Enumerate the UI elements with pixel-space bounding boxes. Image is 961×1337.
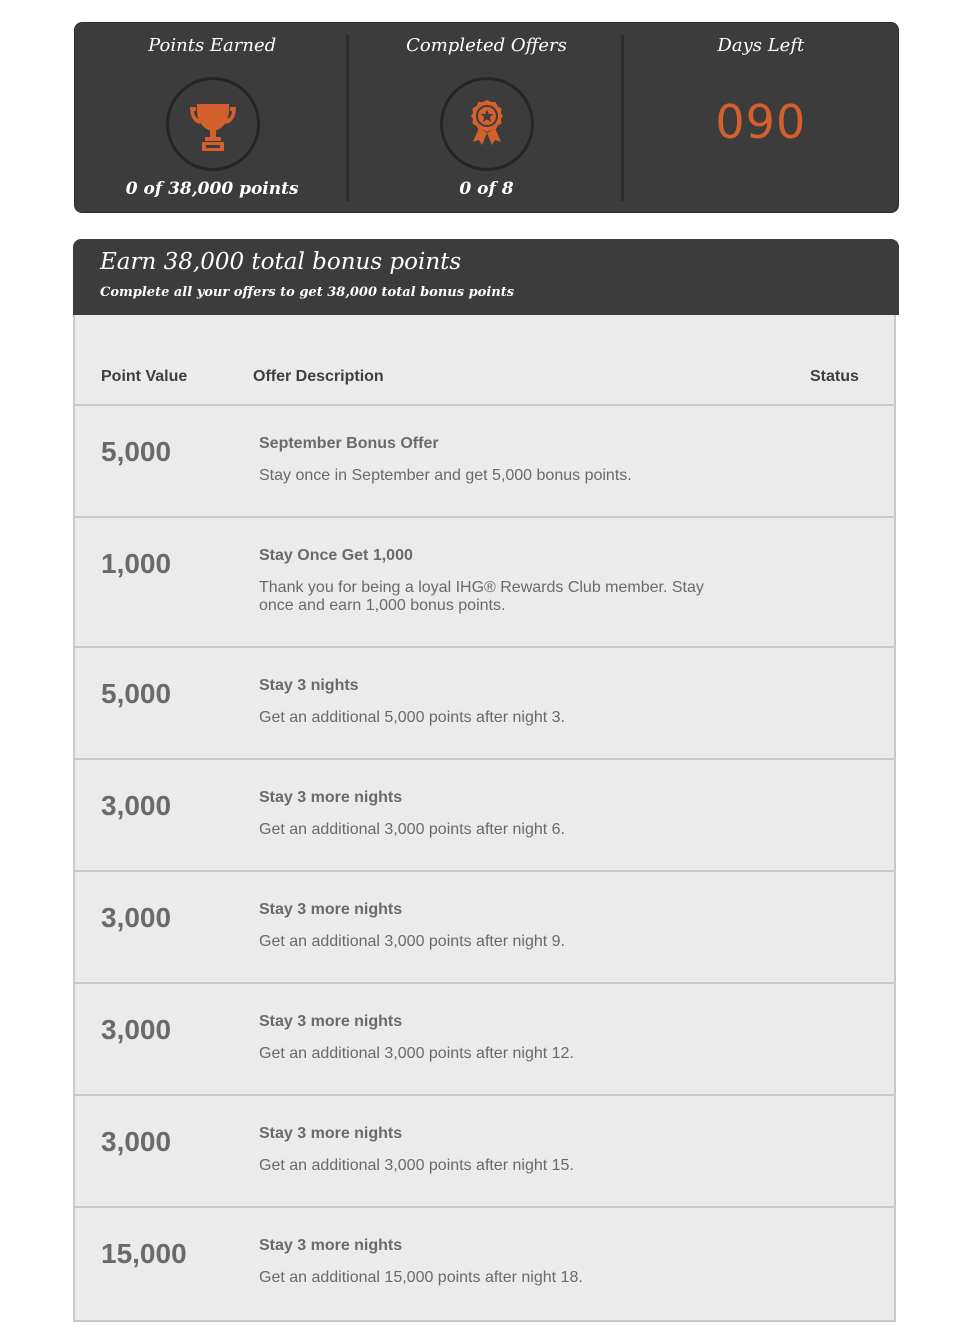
row-offer-description: Get an additional 3,000 points after night 15. bbox=[259, 1157, 574, 1174]
offers-panel bbox=[73, 239, 899, 1322]
row-offer-title: Stay 3 more nights bbox=[259, 901, 403, 918]
row-offer-description: Stay once in September and get 5,000 bonus points. bbox=[259, 467, 632, 484]
table-row bbox=[75, 1096, 894, 1208]
row-offer-description: Thank you for being a loyal IHG® Rewards Club member. Stay once and earn 1,000 bonus points. bbox=[259, 579, 704, 614]
row-offer-title: Stay Once Get 1,000 bbox=[259, 547, 413, 564]
table-row bbox=[75, 984, 894, 1096]
row-point-value: 3,000 bbox=[101, 1014, 172, 1045]
table-header bbox=[75, 315, 894, 406]
row-offer-title: Stay 3 more nights bbox=[259, 789, 403, 806]
completed-offers-stat bbox=[349, 23, 623, 212]
row-point-value: 15,000 bbox=[101, 1238, 187, 1269]
column-header-offer-description: Offer Description bbox=[253, 368, 384, 385]
row-point-value: 3,000 bbox=[101, 902, 172, 933]
award-badge bbox=[440, 77, 534, 171]
row-point-value: 1,000 bbox=[101, 548, 172, 579]
row-offer-title: Stay 3 more nights bbox=[259, 1013, 403, 1030]
table-row bbox=[75, 1208, 894, 1320]
days-left-title: Days Left bbox=[717, 35, 805, 56]
row-point-value: 3,000 bbox=[101, 790, 172, 821]
table-row bbox=[75, 518, 894, 648]
offers-title: Earn 38,000 total bonus points bbox=[100, 249, 462, 275]
offers-subtitle: Complete all your offers to get 38,000 total bonus points bbox=[100, 285, 515, 300]
row-offer-description: Get an additional 15,000 points after night 18. bbox=[259, 1269, 583, 1286]
trophy-icon bbox=[169, 80, 257, 168]
offers-header bbox=[73, 239, 899, 315]
row-offer-title: Stay 3 more nights bbox=[259, 1237, 403, 1254]
days-left-value: 090 bbox=[715, 95, 807, 149]
table-row bbox=[75, 648, 894, 760]
row-offer-title: September Bonus Offer bbox=[259, 435, 439, 452]
days-left-stat bbox=[624, 23, 898, 212]
row-offer-description: Get an additional 3,000 points after night 9. bbox=[259, 933, 565, 950]
row-offer-description: Get an additional 3,000 points after night 6. bbox=[259, 821, 565, 838]
table-row bbox=[75, 872, 894, 984]
column-header-point-value: Point Value bbox=[101, 368, 188, 385]
points-earned-stat bbox=[75, 23, 349, 212]
row-offer-title: Stay 3 nights bbox=[259, 677, 359, 694]
row-offer-title: Stay 3 more nights bbox=[259, 1125, 403, 1142]
completed-offers-title: Completed Offers bbox=[406, 35, 567, 56]
points-earned-title: Points Earned bbox=[148, 35, 277, 56]
column-header-status: Status bbox=[810, 368, 859, 385]
offers-table bbox=[73, 315, 896, 1322]
completed-offers-value: 0 of 8 bbox=[459, 179, 514, 199]
row-point-value: 3,000 bbox=[101, 1126, 172, 1157]
points-earned-value: 0 of 38,000 points bbox=[125, 179, 299, 199]
row-point-value: 5,000 bbox=[101, 678, 172, 709]
trophy-badge bbox=[166, 77, 260, 171]
progress-summary-panel bbox=[74, 22, 899, 213]
row-offer-description: Get an additional 3,000 points after night 12. bbox=[259, 1045, 574, 1062]
row-point-value: 5,000 bbox=[101, 436, 172, 467]
row-offer-description: Get an additional 5,000 points after night 3. bbox=[259, 709, 565, 726]
award-ribbon-icon bbox=[443, 80, 531, 168]
table-row bbox=[75, 406, 894, 518]
table-row bbox=[75, 760, 894, 872]
